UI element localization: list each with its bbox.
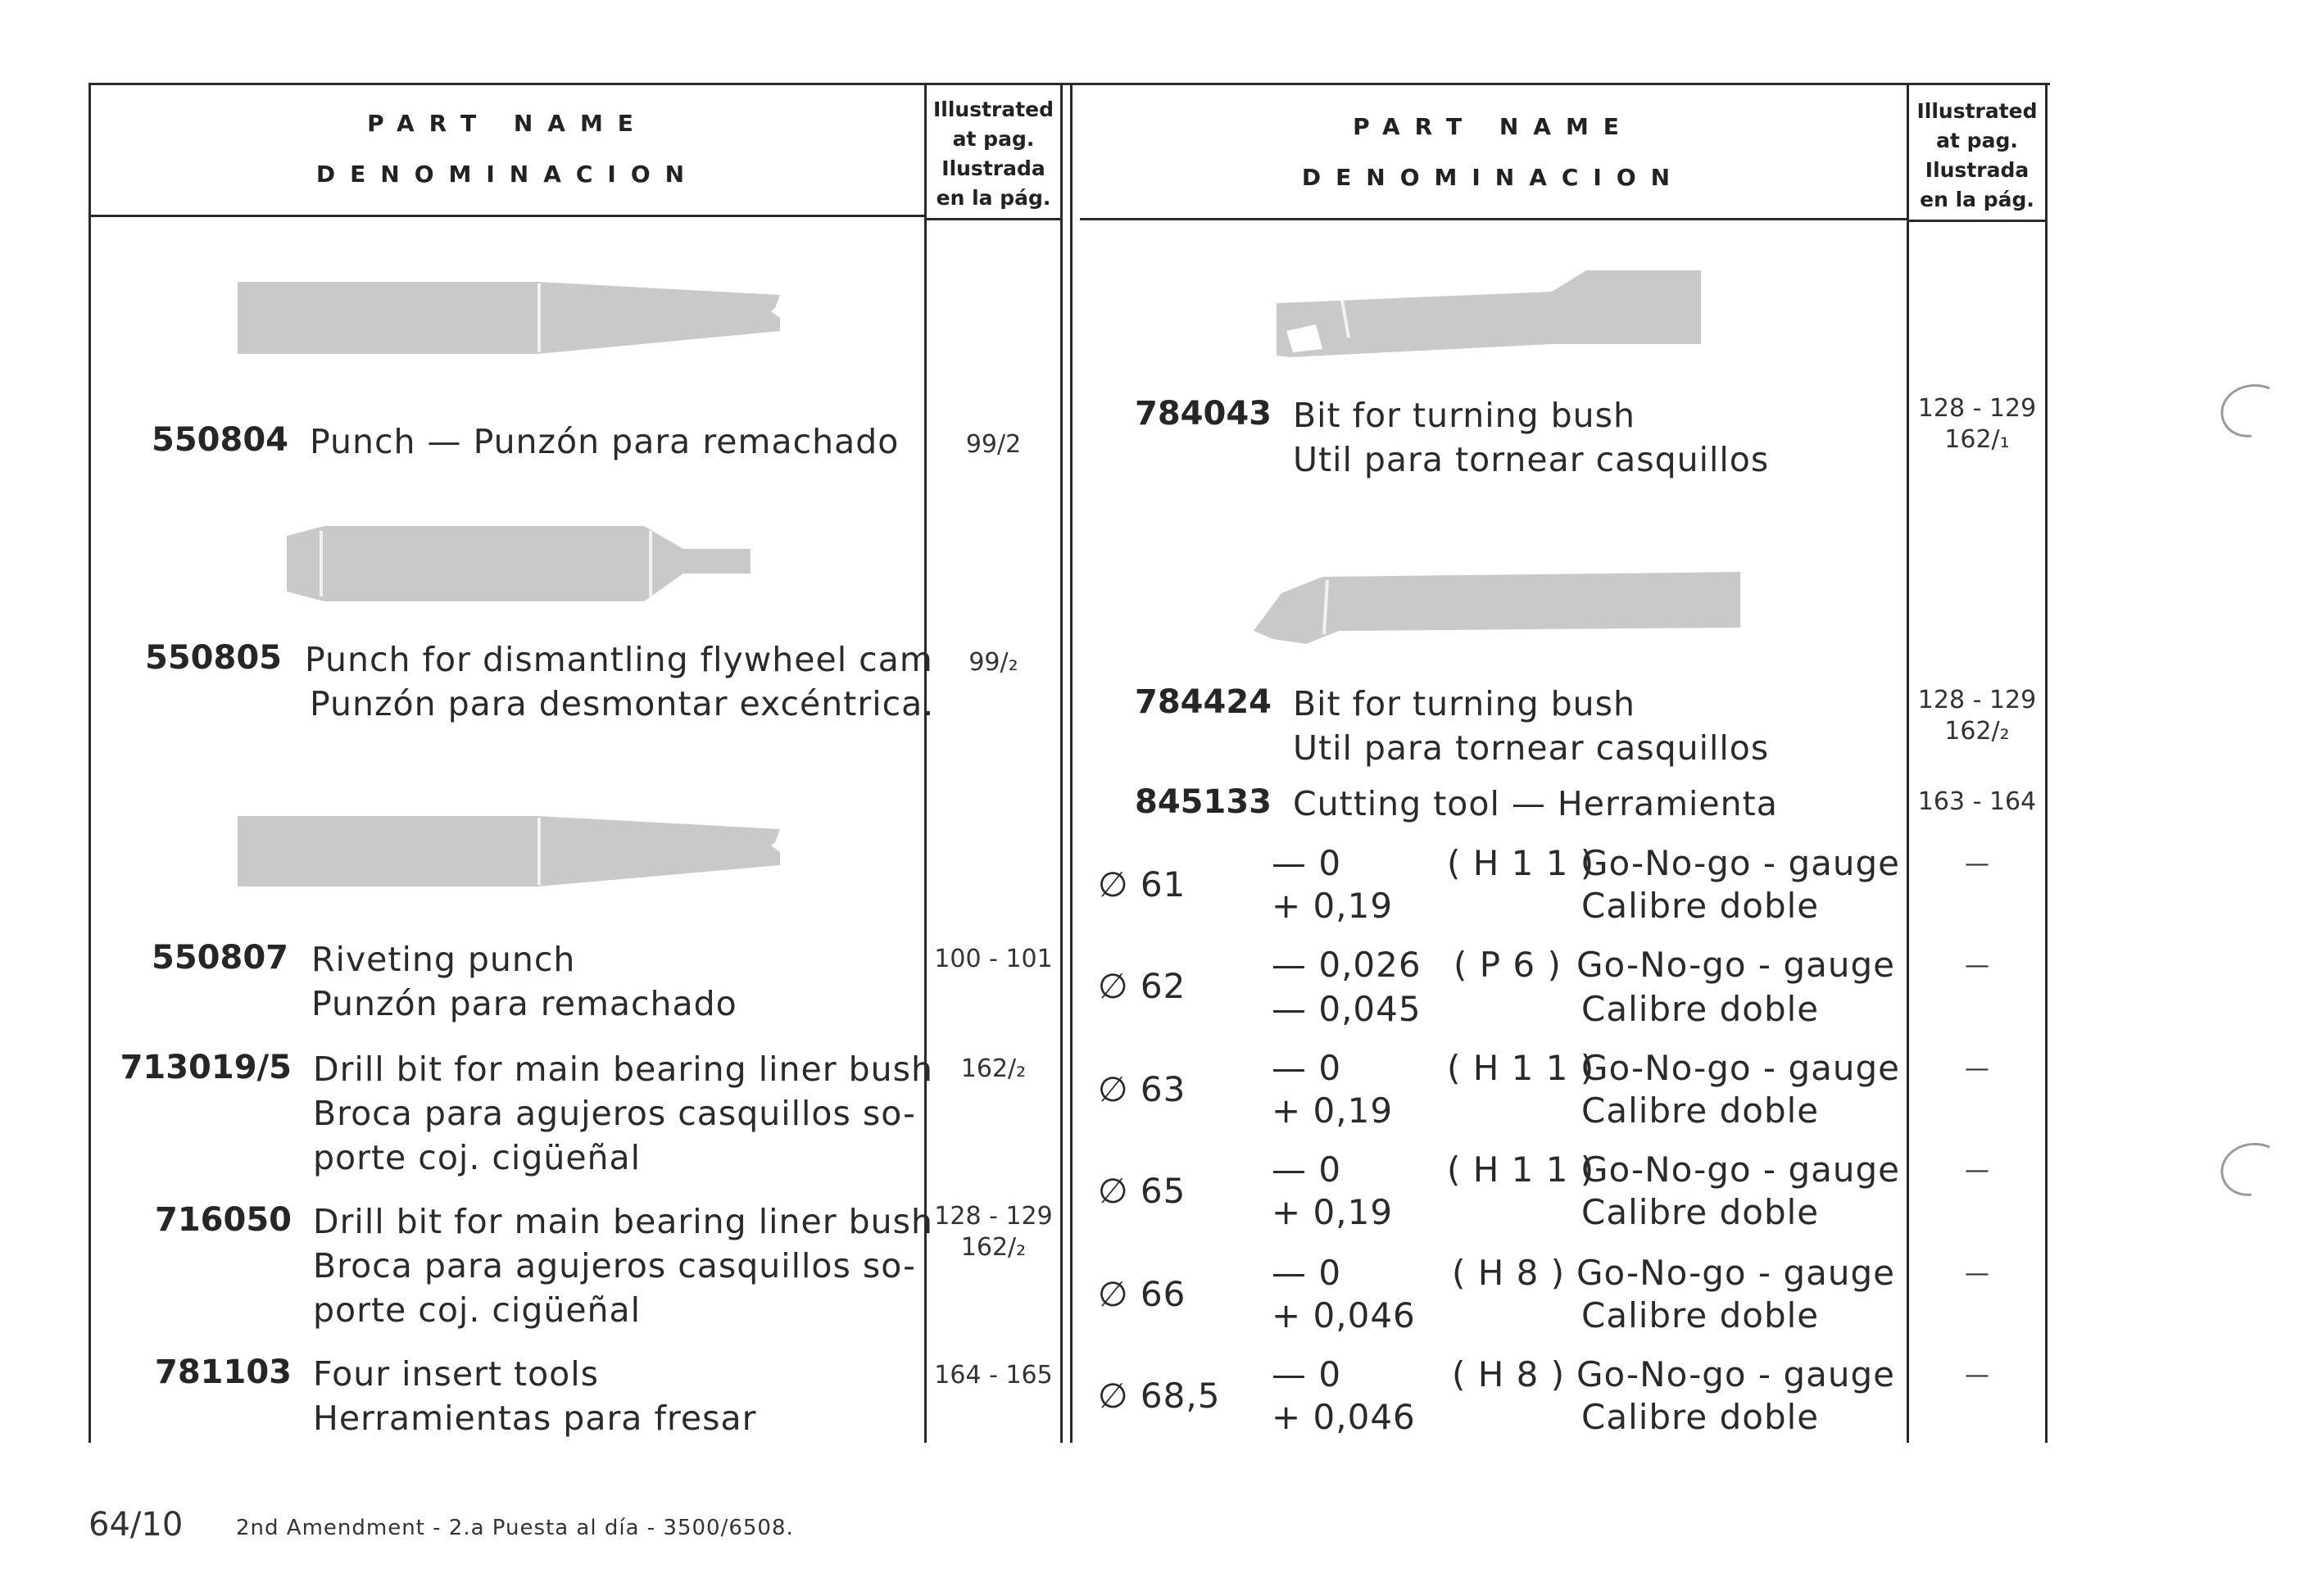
part-description-es: Punzón para remachado (311, 984, 737, 1023)
binder-hole-top (2204, 379, 2278, 444)
left-border (88, 83, 91, 1443)
part-number: 713019/5 (120, 1049, 292, 1086)
right-page-col-divider (1907, 85, 1909, 1443)
gauge-deviation-lower: + 0,046 (1272, 1397, 1416, 1437)
gauge-fit-class: ( H 8 ) (1452, 1354, 1566, 1394)
top-border (88, 83, 2050, 85)
page-reference-2: 162/₂ (1944, 717, 2010, 746)
gauge-name-es: Calibre doble (1581, 1090, 1820, 1131)
page-reference: 163 - 164 (1917, 787, 2037, 816)
gauge-page-ref: — (1965, 1259, 1989, 1288)
denominacion-heading: DENOMINACION (315, 161, 700, 188)
gauge-fit-class: ( H 1 1 ) (1447, 1048, 1595, 1088)
part-number: 550807 (152, 939, 288, 977)
part-name-heading: PART NAME (1353, 113, 1634, 140)
part-description-es: Broca para agujeros casquillos so- (313, 1094, 916, 1133)
gauge-deviation-upper: — 0,026 (1272, 945, 1422, 985)
gauge-fit-class: ( H 8 ) (1452, 1253, 1566, 1293)
gauge-name-es: Calibre doble (1581, 989, 1820, 1029)
page-reference: 128 - 129 (934, 1202, 1053, 1231)
punch-550804-illustration (234, 279, 783, 360)
right-border (2045, 83, 2048, 1443)
gauge-name-es: Calibre doble (1581, 1295, 1820, 1335)
part-description-es-cont: porte coj. cigüeñal (313, 1290, 642, 1330)
gauge-name-en: Go-No-go - gauge (1581, 843, 1900, 883)
gauge-deviation-upper: — 0 (1272, 1253, 1342, 1293)
part-description: Drill bit for main bearing liner bush (313, 1050, 933, 1089)
part-description: Four insert tools (313, 1354, 600, 1394)
part-description-es-cont: porte coj. cigüeñal (313, 1138, 642, 1177)
gauge-deviation-lower: + 0,046 (1272, 1295, 1416, 1335)
riveting-punch-550807-illustration (234, 811, 783, 893)
right-header-rule-b (1909, 220, 2045, 222)
gauge-deviation-upper: — 0 (1272, 1149, 1342, 1190)
gauge-deviation-lower: + 0,19 (1272, 1192, 1394, 1232)
gauge-diameter: ∅ 65 (1098, 1171, 1186, 1211)
part-description-es: Util para tornear casquillos (1293, 728, 1770, 768)
illustrated-heading: Illustrated at pag. Ilustrada en la pág. (932, 97, 1054, 210)
gauge-deviation-lower: + 0,19 (1272, 886, 1394, 926)
gauge-diameter: ∅ 62 (1098, 966, 1186, 1006)
punch-550805-illustration (283, 524, 751, 606)
page-reference: 99/₂ (968, 648, 1018, 677)
page-reference-2: 162/₂ (960, 1233, 1027, 1262)
part-description: Cutting tool — Herramienta (1293, 784, 1778, 823)
amendment-note: 2nd Amendment - 2.a Puesta al día - 3500/6508. (236, 1516, 794, 1540)
part-description-es: Broca para agujeros casquillos so- (313, 1246, 916, 1285)
part-description-es: Herramientas para fresar (313, 1399, 757, 1438)
center-divider-b (1070, 85, 1073, 1443)
part-name-heading: PART NAME (367, 110, 648, 137)
gauge-name-en: Go-No-go - gauge (1576, 945, 1895, 985)
part-description: Punch for dismantling flywheel cam (305, 640, 933, 679)
gauge-page-ref: — (1965, 1156, 1989, 1185)
page-reference: 99/2 (965, 430, 1022, 459)
gauge-deviation-upper: — 0 (1272, 1354, 1342, 1394)
gauge-page-ref: — (1965, 1054, 1989, 1083)
gauge-name-es: Calibre doble (1581, 886, 1820, 926)
left-header-rule-b (927, 218, 1060, 220)
gauge-name-en: Go-No-go - gauge (1581, 1048, 1900, 1088)
right-header-rule-a (1080, 218, 1907, 220)
denominacion-heading: DENOMINACION (1301, 164, 1685, 191)
page-reference: 162/₂ (960, 1054, 1027, 1083)
part-number: 716050 (155, 1201, 292, 1239)
gauge-deviation-lower: — 0,045 (1272, 989, 1422, 1029)
part-number: 784424 (1135, 683, 1272, 721)
part-description: Punch — Punzón para remachado (310, 422, 900, 461)
left-header-rule-a (91, 215, 924, 217)
turning-bit-784424-illustration (1249, 569, 1748, 651)
gauge-diameter: ∅ 63 (1098, 1069, 1186, 1109)
turning-bit-784043-illustration (1273, 267, 1707, 357)
gauge-name-en: Go-No-go - gauge (1576, 1253, 1895, 1293)
gauge-deviation-upper: — 0 (1272, 1048, 1342, 1088)
page-number: 64/10 (88, 1506, 184, 1544)
part-number: 845133 (1135, 783, 1272, 821)
binder-hole-bottom (2204, 1137, 2278, 1203)
gauge-deviation-lower: + 0,19 (1272, 1090, 1394, 1131)
gauge-name-en: Go-No-go - gauge (1581, 1149, 1900, 1190)
page-reference: 164 - 165 (934, 1361, 1053, 1390)
gauge-name-es: Calibre doble (1581, 1192, 1820, 1232)
part-description: Drill bit for main bearing liner bush (313, 1202, 933, 1241)
gauge-diameter: ∅ 68,5 (1098, 1376, 1221, 1416)
gauge-name-en: Go-No-go - gauge (1576, 1354, 1895, 1394)
part-number: 550805 (145, 639, 282, 677)
gauge-fit-class: ( H 1 1 ) (1447, 843, 1595, 883)
page-reference: 100 - 101 (934, 945, 1053, 973)
part-number: 784043 (1135, 395, 1272, 433)
part-description-es: Util para tornear casquillos (1293, 440, 1770, 479)
page-reference: 128 - 129 (1917, 686, 2037, 714)
part-description-es: Punzón para desmontar excéntrica. (310, 684, 935, 723)
center-divider-a (1060, 85, 1063, 1443)
page-reference-2: 162/₁ (1944, 425, 2010, 454)
part-number: 781103 (155, 1353, 292, 1391)
part-description: Riveting punch (311, 940, 576, 979)
part-description: Bit for turning bush (1293, 396, 1636, 435)
gauge-page-ref: — (1965, 951, 1989, 980)
gauge-diameter: ∅ 61 (1098, 864, 1186, 905)
gauge-fit-class: ( P 6 ) (1454, 945, 1562, 985)
gauge-deviation-upper: — 0 (1272, 843, 1342, 883)
part-description: Bit for turning bush (1293, 684, 1636, 723)
gauge-page-ref: — (1965, 850, 1989, 878)
gauge-page-ref: — (1965, 1361, 1989, 1390)
part-number: 550804 (152, 421, 288, 459)
page-reference: 128 - 129 (1917, 394, 2037, 423)
illustrated-heading: Illustrated at pag. Ilustrada en la pág. (1916, 99, 2038, 211)
gauge-name-es: Calibre doble (1581, 1397, 1820, 1437)
gauge-fit-class: ( H 1 1 ) (1447, 1149, 1595, 1190)
gauge-diameter: ∅ 66 (1098, 1274, 1186, 1314)
